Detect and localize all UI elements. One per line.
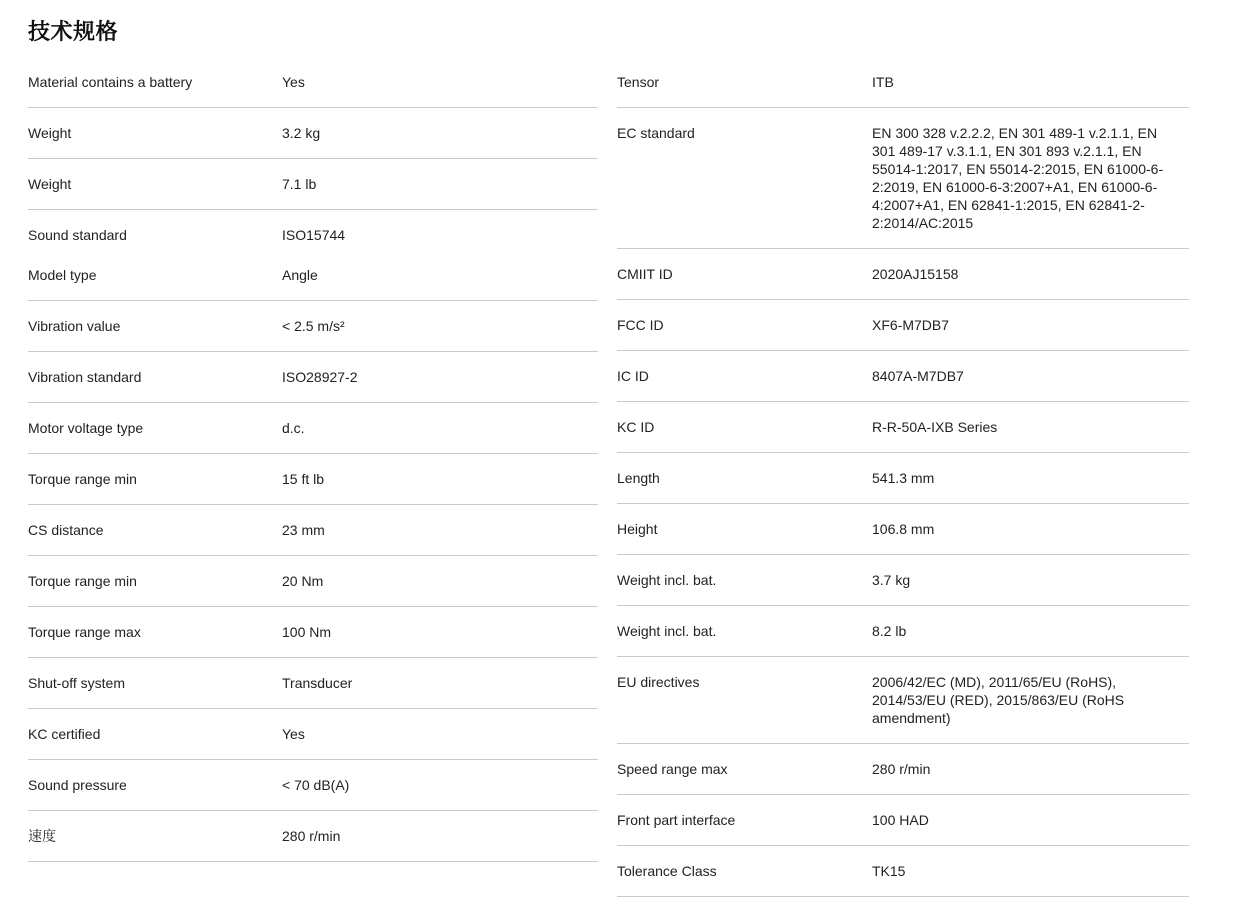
spec-value: EN 300 328 v.2.2.2, EN 301 489-1 v.2.1.1, EN 301 489-17 v.3.1.1, EN 301 893 v.2.1.1, EN 55014-1:2017, EN 55014-2:2015, EN 61000-6-2:2019, EN 61000-6-3:2007+A1, EN 61000-6-4:2007+A1, EN 62841-1:2015, EN 62841-2-2:2014/AC:2015 bbox=[872, 125, 1164, 231]
spec-value: 8.2 lb bbox=[872, 623, 907, 639]
spec-value: d.c. bbox=[282, 420, 305, 436]
spec-row bbox=[28, 108, 598, 159]
spec-label: CMIIT ID bbox=[617, 266, 673, 282]
spec-row bbox=[28, 556, 598, 607]
spec-row bbox=[617, 606, 1189, 657]
spec-pair bbox=[28, 266, 598, 284]
spec-label: Tolerance Class bbox=[617, 863, 717, 879]
spec-label: 速度 bbox=[28, 828, 56, 844]
spec-label: Model type bbox=[28, 267, 97, 283]
spec-pair bbox=[28, 226, 598, 244]
spec-value: 23 mm bbox=[282, 522, 325, 538]
spec-value: ISO15744 bbox=[282, 227, 346, 243]
spec-label: FCC ID bbox=[617, 317, 664, 333]
spec-label: IC ID bbox=[617, 368, 649, 384]
spec-value: 541.3 mm bbox=[872, 470, 935, 486]
spec-label: Sound pressure bbox=[28, 777, 127, 793]
spec-row bbox=[617, 402, 1189, 453]
spec-value: Angle bbox=[282, 267, 318, 283]
spec-value: ITB bbox=[872, 74, 894, 90]
spec-value: TK15 bbox=[872, 863, 906, 879]
spec-row bbox=[28, 454, 598, 505]
spec-label: Sound standard bbox=[28, 227, 127, 243]
spec-label: KC certified bbox=[28, 726, 101, 742]
spec-label: Shut-off system bbox=[28, 675, 126, 691]
spec-value: 280 r/min bbox=[282, 828, 341, 844]
spec-value: XF6-M7DB7 bbox=[872, 317, 950, 333]
spec-row bbox=[617, 504, 1189, 555]
spec-columns bbox=[28, 57, 1189, 897]
spec-label: Material contains a battery bbox=[28, 74, 193, 90]
spec-value: 20 Nm bbox=[282, 573, 324, 589]
spec-row bbox=[617, 555, 1189, 606]
page-title: 技术规格 bbox=[28, 19, 119, 44]
spec-value: 106.8 mm bbox=[872, 521, 935, 537]
spec-label: Weight incl. bat. bbox=[617, 572, 717, 588]
spec-row bbox=[28, 760, 598, 811]
spec-label: EC standard bbox=[617, 125, 695, 141]
spec-label: Tensor bbox=[617, 74, 660, 90]
spec-row bbox=[617, 846, 1189, 897]
spec-value: 2006/42/EC (MD), 2011/65/EU (RoHS), 2014/53/EU (RED), 2015/863/EU (RoHS amendment) bbox=[872, 674, 1125, 726]
spec-label: Torque range max bbox=[28, 624, 141, 640]
spec-row bbox=[617, 108, 1189, 249]
spec-label: Speed range max bbox=[617, 761, 728, 777]
spec-row bbox=[28, 159, 598, 210]
spec-row-group bbox=[28, 210, 598, 301]
spec-row bbox=[617, 744, 1189, 795]
spec-row bbox=[28, 505, 598, 556]
spec-value: Yes bbox=[282, 726, 305, 742]
spec-label: Weight bbox=[28, 125, 72, 141]
spec-label: KC ID bbox=[617, 419, 655, 435]
spec-row bbox=[617, 453, 1189, 504]
spec-label: Torque range min bbox=[28, 573, 137, 589]
spec-row bbox=[28, 57, 598, 108]
spec-row bbox=[617, 795, 1189, 846]
spec-value: 8407A-M7DB7 bbox=[872, 368, 964, 384]
spec-value: 15 ft lb bbox=[282, 471, 325, 487]
spec-row bbox=[617, 657, 1189, 744]
spec-label: Vibration value bbox=[28, 318, 121, 334]
spec-value: 280 r/min bbox=[872, 761, 931, 777]
spec-row bbox=[28, 811, 598, 862]
spec-value: Yes bbox=[282, 74, 305, 90]
spec-row bbox=[28, 607, 598, 658]
spec-label: Height bbox=[617, 521, 658, 537]
spec-value: 3.7 kg bbox=[872, 572, 911, 588]
spec-row bbox=[28, 403, 598, 454]
spec-label: Weight incl. bat. bbox=[617, 623, 717, 639]
spec-row bbox=[28, 352, 598, 403]
spec-value: 2020AJ15158 bbox=[872, 266, 959, 282]
spec-value: 7.1 lb bbox=[282, 176, 317, 192]
spec-label: Front part interface bbox=[617, 812, 736, 828]
spec-label: Weight bbox=[28, 176, 72, 192]
spec-value: 100 Nm bbox=[282, 624, 332, 640]
spec-label: EU directives bbox=[617, 674, 700, 690]
spec-row bbox=[617, 300, 1189, 351]
spec-value: < 70 dB(A) bbox=[282, 777, 350, 793]
spec-label: Motor voltage type bbox=[28, 420, 144, 436]
spec-label: Torque range min bbox=[28, 471, 137, 487]
spec-label: Vibration standard bbox=[28, 369, 142, 385]
spec-table-left bbox=[28, 57, 598, 862]
spec-value: R-R-50A-IXB Series bbox=[872, 419, 998, 435]
spec-row bbox=[28, 658, 598, 709]
spec-table-right bbox=[617, 57, 1189, 897]
spec-row bbox=[617, 57, 1189, 108]
spec-value: ISO28927-2 bbox=[282, 369, 358, 385]
spec-value: 3.2 kg bbox=[282, 125, 321, 141]
spec-value: Transducer bbox=[282, 675, 353, 691]
spec-row bbox=[617, 249, 1189, 300]
spec-row bbox=[28, 709, 598, 760]
spec-row bbox=[617, 351, 1189, 402]
spec-value: 100 HAD bbox=[872, 812, 929, 828]
spec-label: Length bbox=[617, 470, 660, 486]
spec-row bbox=[28, 301, 598, 352]
spec-value: < 2.5 m/s² bbox=[282, 318, 345, 334]
spec-label: CS distance bbox=[28, 522, 104, 538]
